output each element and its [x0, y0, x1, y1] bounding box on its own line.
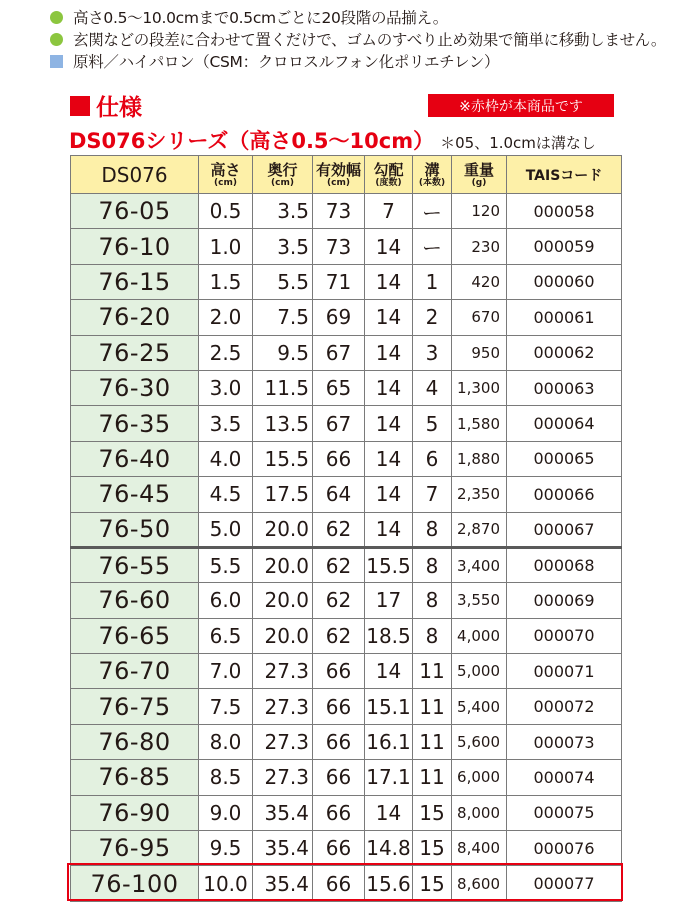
cell-depth: 13.5: [253, 406, 313, 441]
cell-depth: 27.3: [253, 689, 313, 724]
header-weight: 重量 (g): [452, 156, 507, 194]
cell-model: 76-85: [71, 760, 199, 795]
cell-tais-code: 000067: [507, 512, 622, 547]
cell-weight: 950: [452, 335, 507, 370]
notice-badge: ※赤枠が本商品です: [428, 94, 614, 117]
material-item: [50, 50, 666, 72]
cell-height: 9.0: [199, 795, 253, 830]
cell-slope: 15.6: [365, 866, 413, 901]
table-row: [71, 618, 622, 653]
cell-grooves: 8: [413, 547, 452, 582]
cell-grooves: 8: [413, 618, 452, 653]
header-model: DS076: [71, 156, 199, 194]
cell-slope: 7: [365, 194, 413, 229]
cell-weight: 230: [452, 229, 507, 264]
cell-grooves: 11: [413, 724, 452, 759]
cell-depth: 11.5: [253, 370, 313, 405]
cell-tais-code: 000075: [507, 795, 622, 830]
cell-height: 5.5: [199, 547, 253, 582]
cell-depth: 5.5: [253, 264, 313, 299]
cell-model: 76-30: [71, 370, 199, 405]
cell-height: 1.0: [199, 229, 253, 264]
cell-width: 67: [313, 406, 365, 441]
cell-slope: 14: [365, 300, 413, 335]
cell-model: 76-10: [71, 229, 199, 264]
cell-grooves: 15: [413, 795, 452, 830]
cell-model: 76-50: [71, 512, 199, 547]
cell-height: 6.5: [199, 618, 253, 653]
cell-width: 67: [313, 335, 365, 370]
cell-tais-code: 000064: [507, 406, 622, 441]
cell-grooves: ー: [413, 229, 452, 264]
cell-depth: 27.3: [253, 654, 313, 689]
feature-text: 高さ0.5～10.0cmまで0.5cmごとに20段階の品揃え。: [73, 9, 448, 27]
cell-weight: 2,870: [452, 512, 507, 547]
cell-slope: 14: [365, 512, 413, 547]
cell-grooves: 3: [413, 335, 452, 370]
cell-depth: 35.4: [253, 866, 313, 901]
table-row: [71, 477, 622, 512]
blue-square-icon: [50, 55, 63, 68]
cell-slope: 14: [365, 654, 413, 689]
cell-model: 76-40: [71, 441, 199, 476]
table-row: [71, 264, 622, 299]
cell-model: 76-65: [71, 618, 199, 653]
cell-weight: 1,580: [452, 406, 507, 441]
header-grooves: 溝 (本数): [413, 156, 452, 194]
spec-table: [70, 155, 622, 902]
cell-width: 73: [313, 194, 365, 229]
cell-grooves: 11: [413, 760, 452, 795]
cell-weight: 5,000: [452, 654, 507, 689]
table-row: [71, 512, 622, 547]
cell-tais-code: 000059: [507, 229, 622, 264]
cell-grooves: 8: [413, 512, 452, 547]
feature-item: [50, 28, 666, 50]
cell-weight: 2,350: [452, 477, 507, 512]
cell-weight: 3,400: [452, 547, 507, 582]
cell-tais-code: 000068: [507, 547, 622, 582]
table-row: [71, 194, 622, 229]
cell-width: 66: [313, 441, 365, 476]
cell-depth: 27.3: [253, 724, 313, 759]
cell-model: 76-95: [71, 831, 199, 866]
cell-height: 10.0: [199, 866, 253, 901]
cell-model: 76-75: [71, 689, 199, 724]
cell-model: 76-70: [71, 654, 199, 689]
cell-tais-code: 000077: [507, 866, 622, 901]
cell-width: 66: [313, 760, 365, 795]
cell-height: 4.5: [199, 477, 253, 512]
cell-slope: 14.8: [365, 831, 413, 866]
cell-grooves: 1: [413, 264, 452, 299]
cell-weight: 1,880: [452, 441, 507, 476]
green-dot-icon: [50, 11, 63, 24]
cell-tais-code: 000071: [507, 654, 622, 689]
cell-height: 1.5: [199, 264, 253, 299]
cell-model: 76-55: [71, 547, 199, 582]
cell-slope: 14: [365, 441, 413, 476]
cell-slope: 18.5: [365, 618, 413, 653]
table-row: [71, 654, 622, 689]
cell-weight: 5,400: [452, 689, 507, 724]
cell-slope: 15.5: [365, 547, 413, 582]
table-row: [71, 229, 622, 264]
cell-weight: 8,600: [452, 866, 507, 901]
header-height: 高さ (cm): [199, 156, 253, 194]
cell-weight: 8,400: [452, 831, 507, 866]
header-tais-code: TAISコード: [507, 156, 622, 194]
table-row: [71, 724, 622, 759]
cell-slope: 17: [365, 583, 413, 618]
header-slope: 勾配 (度数): [365, 156, 413, 194]
cell-tais-code: 000058: [507, 194, 622, 229]
cell-model: 76-100: [71, 866, 199, 901]
cell-height: 7.0: [199, 654, 253, 689]
cell-weight: 120: [452, 194, 507, 229]
cell-depth: 15.5: [253, 441, 313, 476]
selected-product-frame: [67, 863, 623, 901]
cell-depth: 27.3: [253, 760, 313, 795]
cell-depth: 17.5: [253, 477, 313, 512]
cell-height: 3.0: [199, 370, 253, 405]
cell-width: 62: [313, 618, 365, 653]
table-row: [71, 547, 622, 582]
cell-height: 3.5: [199, 406, 253, 441]
cell-width: 66: [313, 654, 365, 689]
cell-height: 5.0: [199, 512, 253, 547]
cell-tais-code: 000073: [507, 724, 622, 759]
cell-tais-code: 000072: [507, 689, 622, 724]
cell-height: 8.5: [199, 760, 253, 795]
cell-grooves: 4: [413, 370, 452, 405]
cell-model: 76-45: [71, 477, 199, 512]
cell-height: 2.0: [199, 300, 253, 335]
cell-slope: 14: [365, 406, 413, 441]
cell-width: 66: [313, 866, 365, 901]
cell-tais-code: 000076: [507, 831, 622, 866]
spec-heading: [70, 89, 142, 122]
cell-width: 65: [313, 370, 365, 405]
cell-height: 0.5: [199, 194, 253, 229]
feature-item: [50, 6, 666, 28]
cell-depth: 3.5: [253, 194, 313, 229]
cell-weight: 420: [452, 264, 507, 299]
cell-weight: 5,600: [452, 724, 507, 759]
cell-slope: 14: [365, 335, 413, 370]
cell-tais-code: 000063: [507, 370, 622, 405]
cell-depth: 7.5: [253, 300, 313, 335]
cell-weight: 6,000: [452, 760, 507, 795]
series-note: ＊05、1.0cmは溝なし: [440, 134, 596, 152]
cell-model: 76-15: [71, 264, 199, 299]
cell-model: 76-20: [71, 300, 199, 335]
cell-grooves: 2: [413, 300, 452, 335]
cell-weight: 1,300: [452, 370, 507, 405]
cell-tais-code: 000070: [507, 618, 622, 653]
cell-slope: 17.1: [365, 760, 413, 795]
cell-depth: 20.0: [253, 618, 313, 653]
header-width: 有効幅 (cm): [313, 156, 365, 194]
cell-width: 66: [313, 689, 365, 724]
cell-weight: 3,550: [452, 583, 507, 618]
cell-model: 76-80: [71, 724, 199, 759]
table-row: [71, 795, 622, 830]
table-row: [71, 583, 622, 618]
cell-depth: 20.0: [253, 547, 313, 582]
table-row: [71, 370, 622, 405]
cell-grooves: 6: [413, 441, 452, 476]
table-header-row: [71, 156, 622, 194]
cell-slope: 14: [365, 229, 413, 264]
cell-grooves: 8: [413, 583, 452, 618]
table-row: [71, 689, 622, 724]
cell-model: 76-60: [71, 583, 199, 618]
cell-tais-code: 000074: [507, 760, 622, 795]
cell-slope: 14: [365, 477, 413, 512]
cell-model: 76-90: [71, 795, 199, 830]
cell-width: 66: [313, 795, 365, 830]
cell-tais-code: 000065: [507, 441, 622, 476]
table-row: [71, 760, 622, 795]
cell-slope: 14: [365, 370, 413, 405]
cell-tais-code: 000061: [507, 300, 622, 335]
cell-height: 8.0: [199, 724, 253, 759]
cell-height: 7.5: [199, 689, 253, 724]
cell-tais-code: 000066: [507, 477, 622, 512]
cell-grooves: 15: [413, 831, 452, 866]
cell-weight: 4,000: [452, 618, 507, 653]
cell-model: 76-25: [71, 335, 199, 370]
cell-height: 2.5: [199, 335, 253, 370]
cell-height: 6.0: [199, 583, 253, 618]
cell-depth: 20.0: [253, 583, 313, 618]
cell-depth: 9.5: [253, 335, 313, 370]
table-row: [71, 831, 622, 866]
cell-width: 66: [313, 724, 365, 759]
cell-width: 69: [313, 300, 365, 335]
cell-width: 62: [313, 583, 365, 618]
cell-weight: 8,000: [452, 795, 507, 830]
cell-height: 9.5: [199, 831, 253, 866]
red-square-icon: [70, 96, 90, 116]
series-heading: [69, 125, 596, 155]
material-text: 原料／ハイパロン（CSM：クロロスルフォン化ポリエチレン）: [73, 53, 500, 71]
cell-height: 4.0: [199, 441, 253, 476]
table-row: [71, 441, 622, 476]
cell-depth: 35.4: [253, 795, 313, 830]
cell-depth: 35.4: [253, 831, 313, 866]
cell-grooves: ー: [413, 194, 452, 229]
cell-grooves: 11: [413, 654, 452, 689]
cell-width: 62: [313, 547, 365, 582]
feature-text: 玄関などの段差に合わせて置くだけで、ゴムのすべり止め効果で簡単に移動しません。: [73, 31, 667, 49]
table-row: [71, 300, 622, 335]
cell-model: 76-05: [71, 194, 199, 229]
table-row: [71, 335, 622, 370]
cell-width: 64: [313, 477, 365, 512]
cell-width: 71: [313, 264, 365, 299]
cell-weight: 670: [452, 300, 507, 335]
table-row: [71, 406, 622, 441]
cell-width: 73: [313, 229, 365, 264]
cell-slope: 16.1: [365, 724, 413, 759]
cell-tais-code: 000069: [507, 583, 622, 618]
cell-grooves: 15: [413, 866, 452, 901]
cell-grooves: 11: [413, 689, 452, 724]
cell-depth: 20.0: [253, 512, 313, 547]
cell-tais-code: 000062: [507, 335, 622, 370]
series-name: DS076シリーズ（高さ0.5～10cm）: [69, 129, 435, 153]
cell-slope: 14: [365, 264, 413, 299]
header-depth: 奥行 (cm): [253, 156, 313, 194]
cell-slope: 14: [365, 795, 413, 830]
feature-list: [50, 6, 666, 72]
cell-tais-code: 000060: [507, 264, 622, 299]
cell-grooves: 5: [413, 406, 452, 441]
cell-width: 66: [313, 831, 365, 866]
cell-depth: 3.5: [253, 229, 313, 264]
cell-slope: 15.1: [365, 689, 413, 724]
cell-width: 62: [313, 512, 365, 547]
spec-heading-text: 仕様: [96, 95, 142, 121]
cell-model: 76-35: [71, 406, 199, 441]
green-dot-icon: [50, 33, 63, 46]
cell-grooves: 7: [413, 477, 452, 512]
